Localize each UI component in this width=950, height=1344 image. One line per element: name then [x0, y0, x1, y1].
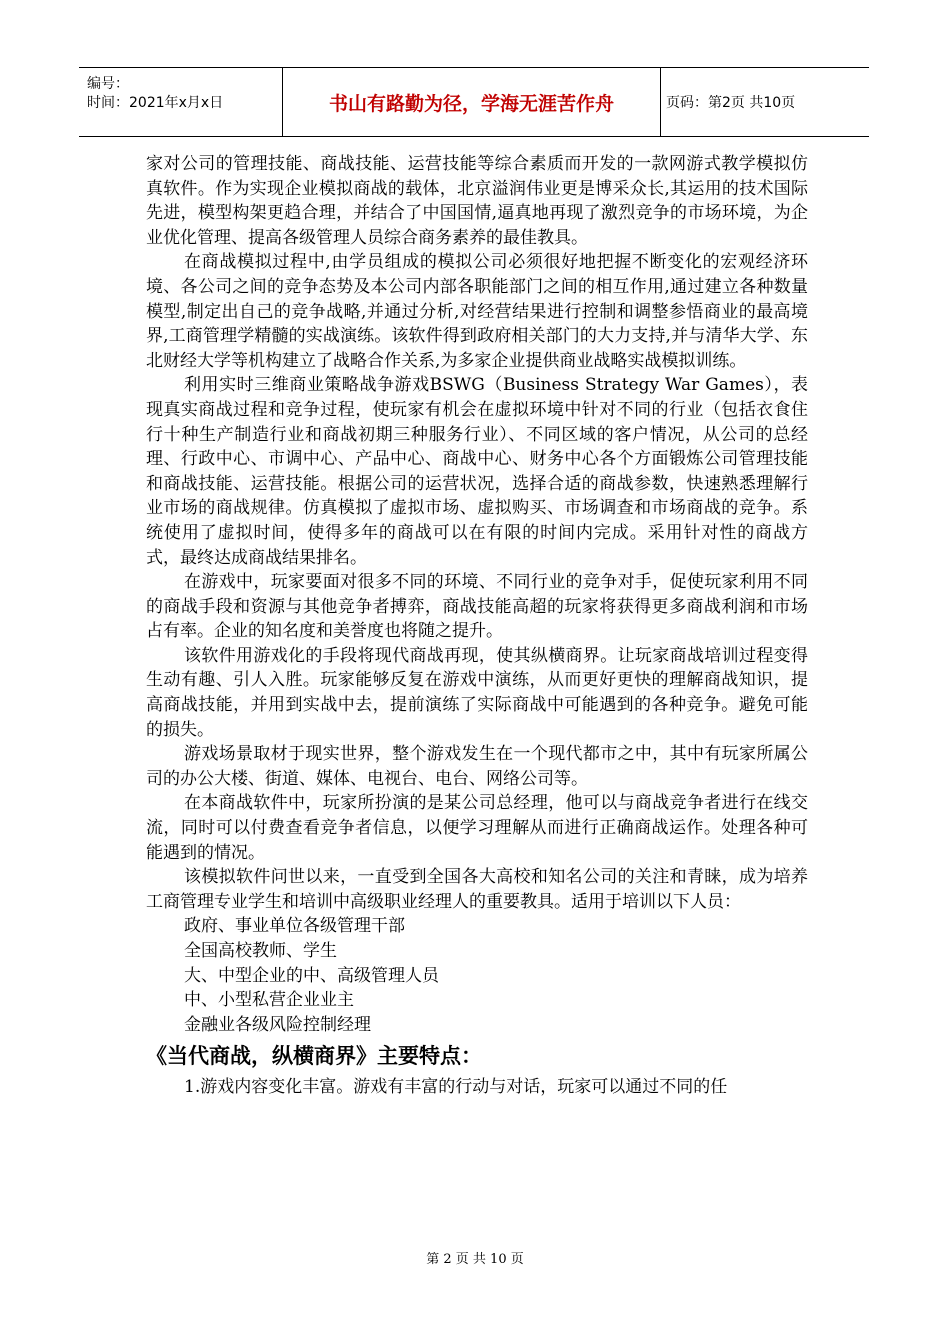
paragraph: 在商战模拟过程中,由学员组成的模拟公司必须很好地把握不断变化的宏观经济环境、各公司之间的竞争态势及本公司内部各职能部门之间的相互作用,通过建立各种数量模型,制定出自己的竞争战略,并通过分析,对经营结果进行控制和调整参悟商业的最高境界,工商管理学精髓的实战演练。该软件得到政府相关部门的大力支持,并与清华大学、东北财经大学等机构建立了战略合作关系,为多家企业提供商业战略实战模拟训练。	[146, 252, 808, 371]
list-item: 中、小型私营企业业主	[184, 990, 354, 1011]
list-item: 政府、事业单位各级管理干部	[184, 916, 405, 937]
page-footer: 第 2 页 共 10 页	[426, 1252, 524, 1267]
paragraph: 在游戏中，玩家要面对很多不同的环境、不同行业的竞争对手，促使玩家利用不同的商战手段和资源与其他竞争者搏弈，商战技能高超的玩家将获得更多商战利润和市场占有率。企业的知名度和美誉度也将随之提升。	[146, 572, 808, 642]
header-meta	[79, 68, 282, 136]
list-item: 金融业各级风险控制经理	[184, 1014, 371, 1035]
paragraph: 该软件用游戏化的手段将现代商战再现，使其纵横商界。让玩家商战培训过程变得生动有趣、引人入胜。玩家能够反复在游戏中演练，从而更好更快的理解商战知识，提高商战技能，并用到实战中去，提前演练了实际商战中可能遇到的各种竞争。避免可能的损失。	[146, 645, 808, 740]
paragraph: 游戏场景取材于现实世界，整个游戏发生在一个现代都市之中，其中有玩家所属公司的办公大楼、街道、媒体、电视台、电台、网络公司等。	[146, 744, 808, 789]
feature-paragraph: 1.游戏内容变化丰富。游戏有丰富的行动与对话，玩家可以通过不同的任	[184, 1077, 728, 1098]
section-heading: 《当代商战，纵横商界》主要特点：	[146, 1044, 482, 1069]
document-number-label: 编号：	[87, 76, 129, 92]
header-motto: 书山有路勤为径，学海无涯苦作舟	[282, 68, 661, 136]
paragraph: 该模拟软件问世以来，一直受到全国各大高校和知名公司的关注和青睐，成为培养工商管理专业学生和培训中高级职业经理人的重要教具。适用于培训以下人员：	[146, 867, 808, 912]
list-item: 大、中型企业的中、高级管理人员	[184, 965, 439, 986]
page-header	[79, 67, 869, 137]
document-body	[146, 152, 808, 1100]
paragraph: 在本商战软件中，玩家所扮演的是某公司总经理，他可以与商战竞争者进行在线交流，同时可以付费查看竞争者信息，以便学习理解从而进行正确商战运作。处理各种可能遇到的情况。	[146, 793, 808, 863]
paragraph: 利用实时三维商业策略战争游戏BSWG（Business Strategy War Games），表现真实商战过程和竞争过程，使玩家有机会在虚拟环境中针对不同的行业（包括衣食住行十种生产制造行业和商战初期三种服务行业）、不同区域的客户情况，从公司的总经理、行政中心、市调中心、产品中心、商战中心、财务中心各个方面锻炼公司管理技能和商战技能、运营技能。根据公司的运营状况，选择合适的商战参数，快速熟悉理解行业市场的商战规律。仿真模拟了虚拟市场、虚拟购买、市场调查和市场商战的竞争。系统使用了虚拟时间，使得多年的商战可以在有限的时间内完成。采用针对性的商战方式，最终达成商战结果排名。	[146, 375, 808, 568]
paragraph: 家对公司的管理技能、商战技能、运营技能等综合素质而开发的一款网游式教学模拟仿真软件。作为实现企业模拟商战的载体，北京溢润伟业更是博采众长,其运用的技术国际先进，模型构架更趋合理，并结合了中国国情,逼真地再现了激烈竞争的市场环境，为企业优化管理、提高各级管理人员综合商务素养的最佳教具。	[146, 154, 808, 248]
header-page-label: 页码：第2页 共10页	[666, 95, 796, 111]
document-date-label: 时间：2021年x月x日	[87, 95, 224, 111]
list-item: 全国高校教师、学生	[184, 941, 337, 961]
